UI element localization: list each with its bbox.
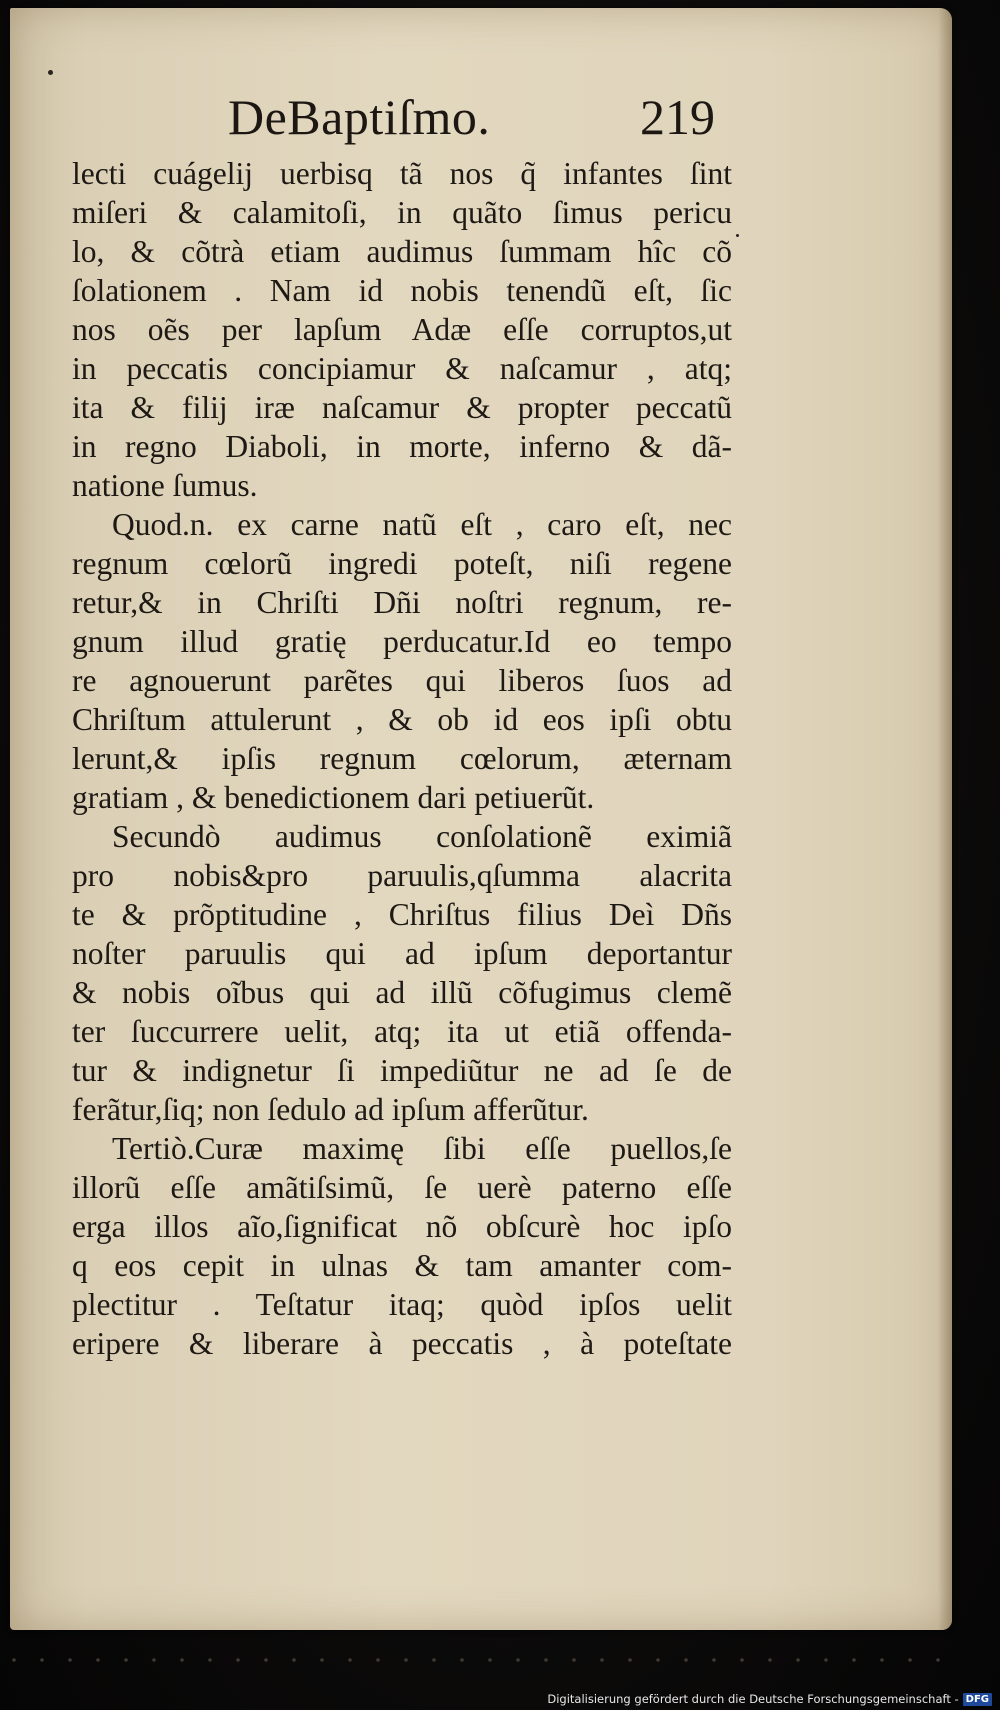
text-line: retur,& in Chriſti Dñi noſtri regnum, re- (72, 585, 732, 620)
text-line: illorũ eſſe amãtiſsimũ, ſe uerè paterno eſſe (72, 1170, 732, 1205)
text-line: erga illos aĩo,ſignificat nõ obſcurè hoc ipſo (72, 1209, 732, 1244)
text-line: regnum cœlorũ ingredi poteſt, niſi regene (72, 546, 732, 581)
book-page (10, 8, 952, 1630)
text-line: te & prõptitudine , Chriſtus filius Deì Dñs (72, 897, 732, 932)
text-line: Quod.n. ex carne natũ eſt , caro eſt, nec (112, 507, 732, 542)
text-line: eripere & liberare à peccatis , à poteſtate (72, 1326, 732, 1361)
text-line: ita & filij iræ naſcamur & propter peccatũ (72, 390, 732, 425)
text-line: in peccatis concipiamur & naſcamur , atq; (72, 351, 732, 386)
ink-speck (736, 234, 739, 237)
body-text (72, 154, 732, 1363)
running-head (10, 88, 952, 148)
text-line: q eos cepit in ulnas & tam amanter com- (72, 1248, 732, 1283)
credit-text: Digitalisierung gefördert durch die Deutsche Forschungsgemeinschaft - (547, 1692, 959, 1706)
text-line: plectitur . Teſtatur itaq; quòd ipſos uelit (72, 1287, 732, 1322)
text-line: ſolationem . Nam id nobis tenendũ eſt, ſic (72, 273, 732, 308)
running-head-title: DeBaptiſmo. (228, 89, 491, 145)
ink-speck (48, 70, 53, 75)
text-line: lerunt,& ipſis regnum cœlorum, æternam (72, 741, 732, 776)
text-line: noſter paruulis qui ad ipſum deportantur (72, 936, 732, 971)
text-line: Tertiò.Curæ maximę ſibi eſſe puellos,ſe (112, 1131, 732, 1166)
text-line: re agnouerunt parẽtes qui liberos ſuos ad (72, 663, 732, 698)
text-line: gratiam , & benedictionem dari petiuerũt. (72, 780, 595, 815)
scan-edge-dots (0, 1656, 960, 1664)
text-line: nos oẽs per lapſum Adæ eſſe corruptos,ut (72, 312, 732, 347)
text-line: natione ſumus. (72, 468, 258, 503)
page-number: 219 (640, 89, 715, 145)
text-line: tur & indignetur ſi impediũtur ne ad ſe de (72, 1053, 732, 1088)
text-line: Chriſtum attulerunt , & ob id eos ipſi obtu (72, 702, 732, 737)
text-line: & nobis oĩbus qui ad illũ cõfugimus clemẽ (72, 975, 732, 1010)
text-line: Secundò audimus conſolationẽ eximiã (112, 819, 732, 854)
text-line: pro nobis&pro paruulis,qſumma alacrita (72, 858, 732, 893)
text-line: ter ſuccurrere uelit, atq; ita ut etiã offenda- (72, 1014, 732, 1049)
text-line: miſeri & calamitoſi, in quãto ſimus pericu (72, 195, 732, 230)
text-line: gnum illud gratię perducatur.Id eo tempo (72, 624, 732, 659)
text-line: ferãtur,ſiq; non ſedulo ad ipſum afferũtur. (72, 1092, 589, 1127)
digitization-credit (547, 1692, 992, 1706)
text-line: in regno Diaboli, in morte, inferno & dã- (72, 429, 732, 464)
dfg-logo: DFG (963, 1693, 992, 1706)
text-line: lo, & cõtrà etiam audimus ſummam hîc cõ (72, 234, 732, 269)
text-line: lecti cuágelij uerbisq tã nos q̃ infantes ſint (72, 156, 732, 191)
